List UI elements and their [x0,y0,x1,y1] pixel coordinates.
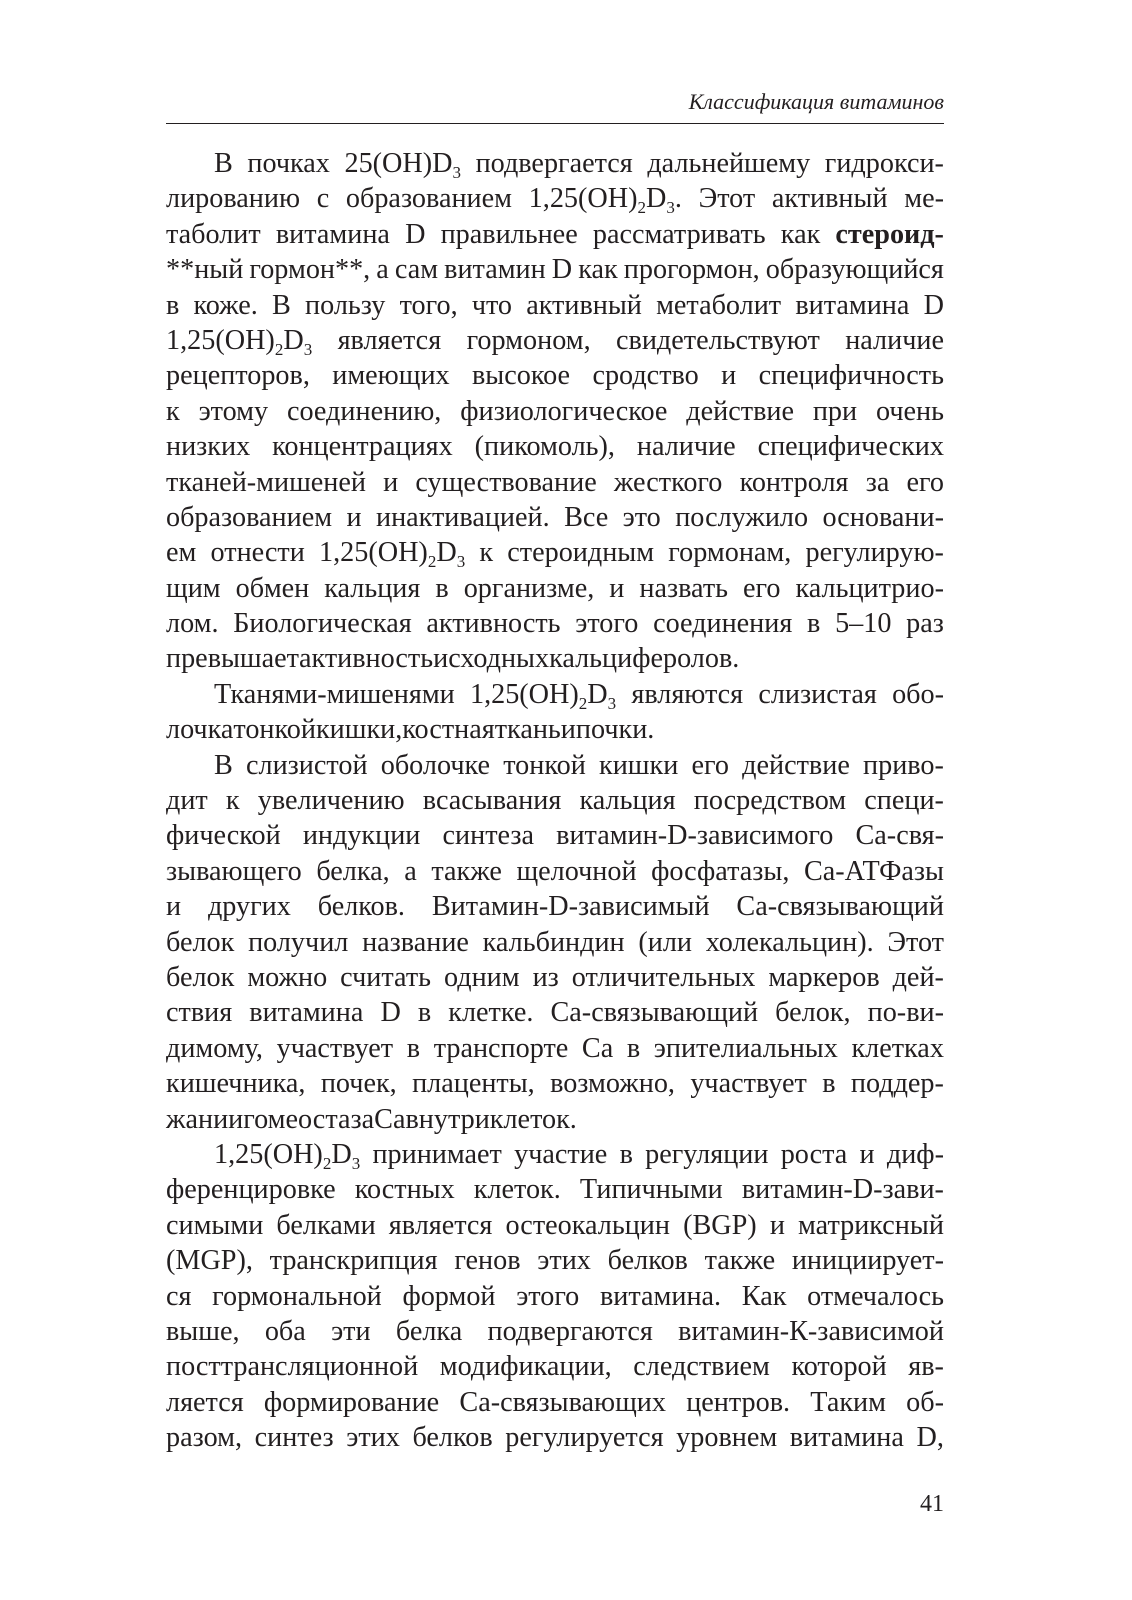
word: специфичность [758,360,944,392]
word: В [272,289,291,321]
word: синтеза [442,820,535,852]
word: кальциферолов. [549,643,740,675]
word: низких [166,431,251,463]
text-line [166,783,944,818]
word: его [691,749,729,781]
text-line [166,288,944,323]
word: симыми [166,1209,264,1241]
word: регуляции [645,1138,769,1170]
word: белок, [775,997,851,1029]
word: формой [402,1280,496,1312]
text-line [166,995,944,1030]
word: D [405,218,426,250]
word: активный [526,289,642,321]
word: инициирует- [791,1245,944,1277]
word: за [865,466,890,498]
word: этих [346,1422,400,1454]
word: стероид- [835,218,944,250]
word: белков. [317,891,405,923]
word: ткань [494,714,561,746]
word: активность [298,643,434,675]
word: ме- [904,183,944,215]
text-line [166,323,944,358]
word: костных [354,1174,455,1206]
word: почки. [575,714,655,746]
text-line [166,1031,944,1066]
word: соединения [653,608,793,640]
text-line [166,500,944,535]
word: гомеостаза [243,1103,375,1135]
word: того, [399,289,458,321]
word: инактивацией. [375,501,550,533]
text-line [166,606,944,641]
text-line [166,1102,944,1137]
word: специ- [864,785,944,817]
word: образующийся [765,254,944,286]
word: тонкой [503,749,586,781]
word: этого [575,608,639,640]
word: кальция [324,572,421,604]
word: действие [742,749,850,781]
word: и [769,1209,785,1241]
text-line [166,429,944,464]
word: Типичными [579,1174,723,1206]
word: обмен [235,572,310,604]
text-line [166,535,944,570]
word: Таким [810,1386,886,1418]
word: очень [875,395,944,427]
word: возможно, [550,1068,675,1100]
word: витамина [275,218,390,250]
word: метаболит [656,289,782,321]
word: концентрациях [272,431,453,463]
word: образованием [166,501,333,533]
word: подвергаются [487,1315,653,1347]
word: Са-связывающий [736,891,944,923]
word: активность [426,608,561,640]
word: Са-АТФазы [803,855,944,887]
word: Витамин-D-зависимый [431,891,710,923]
word: жании [166,1103,244,1135]
word: гидрокси- [824,148,944,179]
text-line [166,1208,944,1243]
text-line [166,960,944,995]
word: матриксный [798,1209,944,1241]
word: образованием [345,183,512,215]
word: свидетельствуют [616,324,820,356]
word: холекальцин). [705,926,874,958]
word: витамин-К-зависимой [678,1315,944,1347]
text-line [166,1066,944,1101]
word: специфических [757,431,944,463]
running-header: Классификация витаминов [688,89,944,114]
word: регулируется [505,1422,664,1454]
word: витамина [795,289,910,321]
text-line [166,889,944,924]
word: разом, [166,1422,243,1454]
text-line [166,217,944,252]
word: В [214,749,233,781]
word: формирование [263,1386,440,1418]
word: белок [166,926,235,958]
word: витамин-D-зависимого [556,820,834,852]
word: отмечалось [807,1280,944,1312]
word: индукции [302,820,421,852]
word: ем [166,537,197,569]
word: участвует [276,1032,394,1064]
word: Са-свя- [855,820,944,852]
word: контроля [739,466,849,498]
word: являются [631,678,744,710]
text-line [166,925,944,960]
word: участие [514,1138,608,1170]
word: D [923,289,944,321]
text-line [166,748,944,783]
word: превышает [166,643,299,675]
word: оба [264,1315,306,1347]
word: Биологическая [233,608,412,640]
word: в [406,1032,421,1064]
word: D [380,997,401,1029]
word: (пикомоль), [474,431,615,463]
word: витамина. [599,1280,722,1312]
word: лом. [166,608,219,640]
text-line [166,712,944,747]
header-rule [166,123,944,124]
word: организме, [463,572,595,604]
word: внутри [405,1103,490,1135]
word: кишки [599,749,679,781]
word: в [417,997,432,1029]
word: $1,25(OH)_2D_3$ [166,324,313,359]
word: наличие [845,324,944,356]
word: является [337,324,442,356]
text-line [166,818,944,853]
word: отличительных [571,961,756,993]
text-line [166,1349,944,1384]
text-line [166,571,944,606]
word: высокое [472,360,571,392]
word: белок [166,961,235,993]
word: и [346,501,362,533]
word: транспорте [433,1032,569,1064]
word: пользу [305,289,386,321]
word: $1,25(OH)_2D_3$ [214,1138,361,1173]
word: маркеров [768,961,880,993]
word: к [225,785,240,817]
word: клетках [851,1032,944,1064]
text-line [166,1420,944,1455]
word: выше, [166,1315,240,1347]
word: витамина [249,997,364,1029]
text-line [166,1279,944,1314]
word: кальцитрио- [795,572,944,604]
word: тканей-мишеней [166,466,366,498]
word: в [822,1068,836,1100]
word: других [207,891,291,923]
word: Са [374,1103,406,1135]
word: витамин [444,254,546,286]
word: к [479,537,494,569]
word: и [609,572,625,604]
text-line [166,146,944,181]
word: гормоном, [466,324,591,356]
word: и [166,891,182,923]
text-line [166,252,944,287]
word: наличие [636,431,736,463]
word: отнести [210,537,305,569]
word: Этот [887,926,944,958]
page-number: 41 [920,1491,944,1517]
word: следствием [633,1351,770,1383]
word: по-ви- [867,997,944,1029]
word: почках [247,148,330,179]
word: тонкой [233,714,316,746]
word: активный [771,183,888,215]
text-line [166,358,944,393]
word: Как [741,1280,787,1312]
word: гормонам, [668,537,792,569]
word: одним [443,961,520,993]
word: а [404,855,417,887]
word: **ный [166,254,244,286]
text-line [166,1385,944,1420]
word: (или [638,926,692,958]
word: а [376,254,389,286]
word: белков [412,1422,493,1454]
word: об- [906,1386,944,1418]
word: белка, [316,855,390,887]
word: D [551,254,573,286]
word: Этот [698,183,756,215]
word: кишечника, [166,1068,306,1100]
word: Са-связывающий [550,997,759,1029]
word: это [622,501,661,533]
word: Са [581,1032,614,1064]
word: и [721,360,737,392]
word: кальция [579,785,676,817]
word: лочка [166,714,234,746]
word: и [859,1138,875,1170]
word: зывающего [166,855,302,887]
word: эти [331,1315,371,1347]
word: яв- [908,1351,944,1383]
word: назвать [639,572,729,604]
text-line [166,181,944,216]
text-line [166,465,944,500]
word: $1,25(OH)_2D_3$ [319,537,466,572]
word: и [383,466,399,498]
word: слизистая [758,678,877,710]
word: его [906,466,944,498]
word: почек, [320,1068,397,1100]
word: прогормон, [623,254,760,286]
word: действие [686,395,794,427]
word: клеток. [489,1103,577,1135]
word: клетке. [448,997,534,1029]
word: фической [166,820,281,852]
word: дальнейшему [647,148,811,179]
word: В [214,148,233,179]
text-line [166,1243,944,1278]
text-line [166,394,944,429]
word: название [362,926,469,958]
word: лированию [166,183,301,215]
word: имеющих [332,360,450,392]
text-line [166,1172,944,1207]
word: этому [198,395,269,427]
word: ствия [166,997,233,1029]
word: роста [780,1138,848,1170]
word: рецепторов, [166,360,310,392]
word: белками [276,1209,376,1241]
word: поддер- [850,1068,944,1100]
word: в [435,572,449,604]
word: ференцировке [166,1174,336,1206]
word: основани- [822,501,944,533]
word: гормон**, [249,254,371,286]
word: костная [402,714,495,746]
word: физиологическое [460,395,668,427]
word: регулирую- [805,537,944,569]
word: Все [564,501,609,533]
word: в [626,1032,641,1064]
word: дей- [892,961,944,993]
word: белка [395,1315,463,1347]
word: модификации, [439,1351,612,1383]
word: белков [607,1245,688,1277]
text-line [166,641,944,676]
word: при [812,395,858,427]
word: существование [415,466,597,498]
word: остеокальцин [505,1209,670,1241]
word: дит [166,785,208,817]
word: диф- [886,1138,944,1170]
word: Тканями-мишенями [214,678,455,710]
word: витамин-D-зави- [741,1174,944,1206]
word: к [166,395,180,427]
word: приво- [863,749,944,781]
word: посттрансляционной [166,1351,419,1383]
word: можно [247,961,328,993]
word: обо- [892,678,944,710]
word: посредством [693,785,847,817]
word: оболочке [380,749,491,781]
word: в [166,289,180,321]
word: в [807,608,821,640]
word: как [578,254,618,286]
word: транскрипция [269,1245,438,1277]
word: витамина [789,1422,904,1454]
word: щим [166,572,221,604]
word: клеток. [473,1174,561,1206]
word: (MGP), [166,1245,253,1277]
word: считать [340,961,431,993]
word: подвергается [475,148,633,179]
word: является [388,1209,493,1241]
word: D, [916,1422,944,1454]
word: послужило [675,501,809,533]
word: $1,25(OH)_2D_3$. [528,183,682,218]
word: и [560,714,576,746]
word: сам [394,254,439,286]
word: эпителиальных [653,1032,838,1064]
word: коже. [193,289,258,321]
word: слизистой [246,749,368,781]
word: как [780,218,821,250]
word: из [532,961,559,993]
word: плаценты, [412,1068,535,1100]
word: щелочной [516,855,637,887]
word: Са-связывающих [459,1386,666,1418]
word: в [619,1138,633,1170]
word: ляется [166,1386,244,1418]
word: кишки, [315,714,403,746]
word: генов [454,1245,521,1277]
word: этого [516,1280,580,1312]
word: всасывания [422,785,562,817]
word: центров. [686,1386,791,1418]
word: что [471,289,513,321]
word: рассматривать [592,218,766,250]
word: также [704,1245,776,1277]
word: также [431,855,502,887]
word: фосфатазы, [651,855,790,887]
text-line [166,854,944,889]
word: с [316,183,330,215]
word: жесткого [613,466,723,498]
word: правильнее [440,218,578,250]
word: получил [248,926,349,958]
word: которой [791,1351,887,1383]
text-line [166,677,944,712]
word: соединению, [286,395,442,427]
text-line [166,1137,944,1172]
word: таболит [166,218,261,250]
word: (BGP) [683,1209,757,1241]
text-line [166,1314,944,1349]
word: участвует [690,1068,807,1100]
word: димому, [166,1032,263,1064]
word: гормональной [212,1280,382,1312]
word: 5–10 [835,608,892,640]
word: сродство [592,360,699,392]
word: уровнем [676,1422,778,1454]
word: стероидным [507,537,655,569]
word: кальбиндин [482,926,625,958]
word: увеличению [257,785,405,817]
word: его [743,572,781,604]
word: раз [906,608,944,640]
word: синтез [254,1422,334,1454]
word: этих [537,1245,591,1277]
word: ся [166,1280,192,1312]
word: $25(OH)D_3$ [344,148,461,182]
word: $1,25(OH)_2D_3$ [469,678,617,713]
word: принимает [372,1138,502,1170]
body-text [166,146,944,1455]
word: исходных [433,643,550,675]
